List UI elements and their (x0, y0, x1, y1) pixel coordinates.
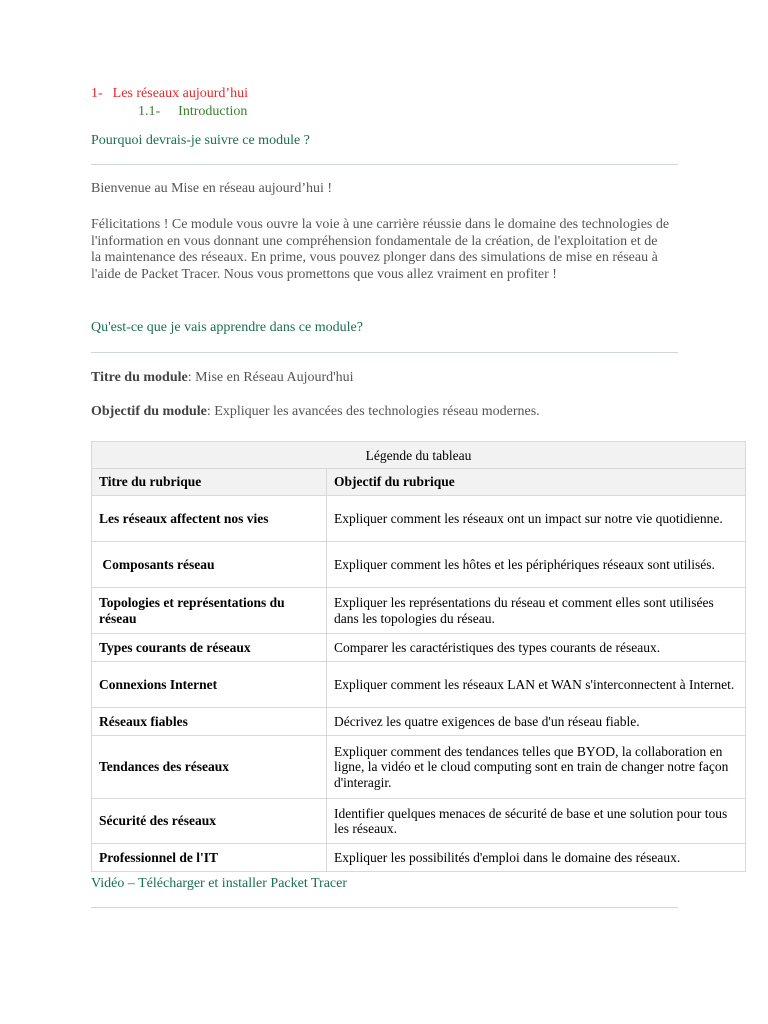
topic-cell: Les réseaux affectent nos vies (92, 496, 327, 542)
divider (91, 164, 678, 165)
section-title: Introduction (178, 104, 248, 119)
objective-cell: Expliquer comment des tendances telles que BYOD, la collaboration en ligne, la vidéo et le cloud computing sont en train de changer notre façon d'interagir. (327, 736, 746, 799)
chapter-heading (91, 86, 248, 102)
divider (91, 352, 678, 353)
objective-cell: Expliquer comment les réseaux LAN et WAN s'interconnectent à Internet. (327, 662, 746, 708)
table-row (92, 496, 746, 542)
module-title-line (91, 370, 354, 386)
module-title-label: Titre du module (91, 370, 188, 385)
topic-cell: Composants réseau (92, 542, 327, 588)
module-objective-value: : Expliquer les avancées des technologies réseau modernes. (206, 404, 540, 419)
topic-cell: Professionnel de l'IT (92, 844, 327, 872)
table-row (92, 662, 746, 708)
table-row (92, 736, 746, 799)
learn-heading: Qu'est-ce que je vais apprendre dans ce module? (91, 320, 363, 335)
objective-cell: Décrivez les quatre exigences de base d'un réseau fiable. (327, 708, 746, 736)
table-row (92, 799, 746, 844)
chapter-number: 1- (91, 86, 103, 101)
objective-cell: Expliquer comment les hôtes et les périphériques réseaux sont utilisés. (327, 542, 746, 588)
topic-cell: Sécurité des réseaux (92, 799, 327, 844)
welcome-text: Bienvenue au Mise en réseau aujourd’hui ! (91, 181, 333, 196)
objective-cell: Comparer les caractéristiques des types courants de réseaux. (327, 634, 746, 662)
intro-paragraph: Félicitations ! Ce module vous ouvre la voie à une carrière réussie dans le domaine des technologies de l'information en vous donnant une compréhension fondamentale de la création, de l'exploitation et de la maintenance des réseaux. En prime, vous pouvez plonger dans des simulations de mise en réseau à l'aide de Packet Tracer. Nous vous promettons que vous allez vraiment en profiter ! (91, 217, 670, 282)
table-row (92, 634, 746, 662)
topic-cell: Réseaux fiables (92, 708, 327, 736)
topics-table-container (91, 441, 745, 872)
objective-cell: Identifier quelques menaces de sécurité de base et une solution pour tous les réseaux. (327, 799, 746, 844)
topic-cell: Connexions Internet (92, 662, 327, 708)
table-row (92, 542, 746, 588)
topic-cell: Topologies et représentations du réseau (92, 588, 327, 634)
divider (91, 907, 678, 908)
table-header-row (92, 469, 746, 496)
table-row (92, 588, 746, 634)
header-topic: Titre du rubrique (92, 469, 327, 496)
topic-cell: Tendances des réseaux (92, 736, 327, 799)
chapter-title: Les réseaux aujourd’hui (112, 86, 248, 101)
header-objective: Objectif du rubrique (327, 469, 746, 496)
module-objective-label: Objectif du module (91, 404, 207, 419)
table-row (92, 844, 746, 872)
video-link[interactable]: Vidéo – Télécharger et installer Packet Tracer (91, 876, 347, 891)
why-heading: Pourquoi devrais-je suivre ce module ? (91, 133, 310, 148)
section-heading (138, 104, 247, 120)
table-caption: Légende du tableau (91, 441, 746, 468)
topics-table (91, 441, 746, 872)
module-objective-line (91, 404, 540, 420)
section-number: 1.1- (138, 104, 161, 119)
objective-cell: Expliquer comment les réseaux ont un impact sur notre vie quotidienne. (327, 496, 746, 542)
module-title-value: : Mise en Réseau Aujourd'hui (187, 370, 354, 385)
table-row (92, 708, 746, 736)
objective-cell: Expliquer les représentations du réseau et comment elles sont utilisées dans les topologies du réseau. (327, 588, 746, 634)
topic-cell: Types courants de réseaux (92, 634, 327, 662)
objective-cell: Expliquer les possibilités d'emploi dans le domaine des réseaux. (327, 844, 746, 872)
